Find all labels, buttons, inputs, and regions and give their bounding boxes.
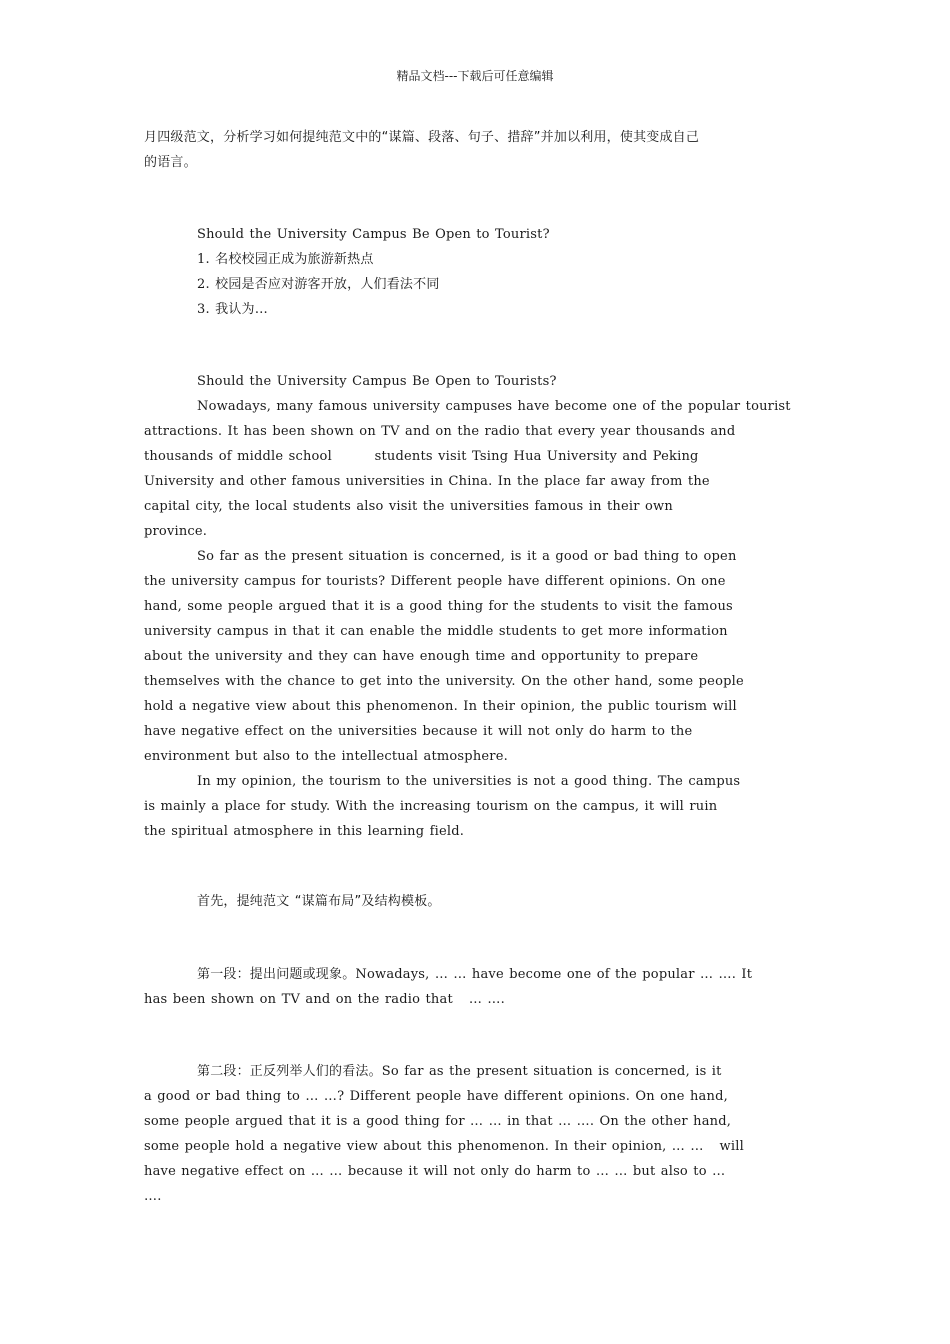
outline-item: 3. 我认为…: [197, 302, 268, 317]
essay-line: In my opinion, the tourism to the universities is not a good thing. The campus: [197, 774, 741, 789]
outline-item: 2. 校园是否应对游客开放，人们看法不同: [197, 277, 440, 292]
essay-line: environment but also to the intellectual atmosphere.: [144, 749, 508, 764]
essay-line: the university campus for tourists? Different people have different opinions. On one: [144, 574, 726, 589]
essay-line: Nowadays, many famous university campuses have become one of the popular tourist: [197, 399, 791, 414]
essay-title: Should the University Campus Be Open to Tourists?: [197, 374, 557, 389]
analysis-paragraph-1: [144, 962, 808, 1012]
essay-line: attractions. It has been shown on TV and on the radio that every year thousands and: [144, 424, 736, 439]
analysis-heading-block: [144, 889, 808, 914]
intro-line: 月四级范文，分析学习如何提纯范文中的“谋篇、段落、句子、措辞”并加以利用，使其变成自己: [144, 130, 700, 145]
analysis-line: some people hold a negative view about this phenomenon. In their opinion, … … will: [144, 1139, 744, 1154]
essay-line: hold a negative view about this phenomenon. In their opinion, the public tourism will: [144, 699, 737, 714]
analysis-line: have negative effect on … … because it will not only do harm to … … but also to …: [144, 1164, 726, 1179]
essay-line: have negative effect on the universities because it will not only do harm to the: [144, 724, 693, 739]
analysis-line: 第一段：提出问题或现象。Nowadays, … … have become one of the popular … …. It: [197, 967, 753, 982]
essay-line: capital city, the local students also visit the universities famous in their own: [144, 499, 673, 514]
essay-section: [144, 369, 808, 844]
analysis-line: a good or bad thing to … …? Different people have different opinions. On one hand,: [144, 1089, 728, 1104]
analysis-paragraph-2: [144, 1059, 808, 1209]
essay-line: is mainly a place for study. With the increasing tourism on the campus, it will ruin: [144, 799, 718, 814]
essay-line: themselves with the chance to get into the university. On the other hand, some people: [144, 674, 744, 689]
essay-line: hand, some people argued that it is a good thing for the students to visit the famous: [144, 599, 733, 614]
analysis-line: some people argued that it is a good thing for … … in that … …. On the other hand,: [144, 1114, 732, 1129]
essay-line: thousands of middle school students visit Tsing Hua University and Peking: [144, 449, 699, 464]
essay-line: province.: [144, 524, 208, 539]
essay-line: about the university and they can have enough time and opportunity to prepare: [144, 649, 699, 664]
analysis-heading: 首先，提纯范文 “谋篇布局”及结构模板。: [197, 894, 441, 909]
outline-section: [144, 222, 808, 322]
essay-line: the spiritual atmosphere in this learning field.: [144, 824, 465, 839]
page-header: 精品文档---下载后可任意编辑: [396, 69, 554, 83]
essay-line: university campus in that it can enable the middle students to get more information: [144, 624, 728, 639]
intro-text: [144, 125, 808, 175]
intro-line: 的语言。: [144, 155, 197, 170]
essay-line: So far as the present situation is concerned, is it a good or bad thing to open: [197, 549, 737, 564]
analysis-line: ….: [144, 1189, 162, 1204]
essay-line: University and other famous universities in China. In the place far away from the: [144, 474, 710, 489]
analysis-line: has been shown on TV and on the radio that … ….: [144, 992, 505, 1007]
outline-item: 1. 名校校园正成为旅游新热点: [197, 252, 374, 267]
analysis-line: 第二段：正反列举人们的看法。So far as the present situation is concerned, is it: [197, 1064, 722, 1079]
outline-title: Should the University Campus Be Open to Tourist?: [197, 227, 550, 242]
